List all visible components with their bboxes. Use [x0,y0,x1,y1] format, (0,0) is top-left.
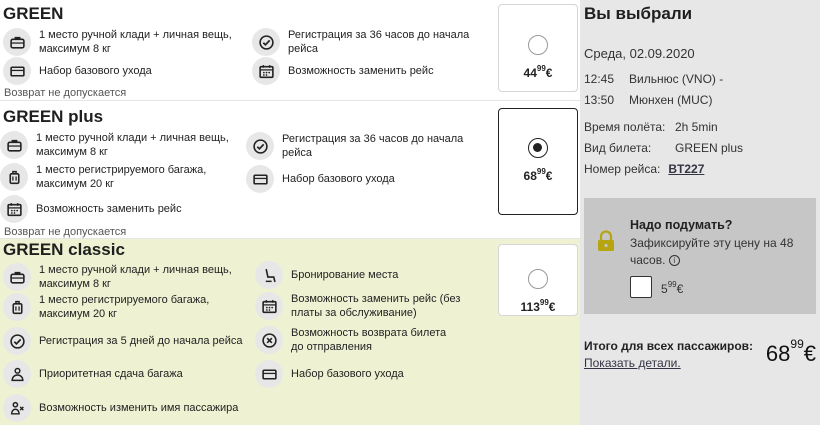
feature-item [3,293,244,321]
show-details-link[interactable]: Показать детали. [584,356,681,370]
fare-title: GREEN classic [3,240,125,259]
feature-text: 1 место регистрируемого багажа, максимум 20 кг [36,164,207,190]
booking-summary [580,0,820,425]
suitcase-icon [3,263,31,291]
feature-text: Регистрация за 5 дней до начала рейса [39,335,243,347]
info-icon[interactable]: i [669,255,680,266]
flight-time-value: 2h 5min [675,120,718,134]
feature-text: 1 место ручной клади + личная вещь, максимум 8 кг [39,264,232,290]
feature-text: 1 место ручной клади + личная вещь, максимум 8 кг [39,29,232,55]
flight-number-link[interactable]: BT227 [668,162,705,176]
feature-item [3,57,152,85]
fare-green-radio[interactable] [528,35,548,55]
fare-green-classic-price: $113^{99}€$ [520,298,556,314]
feature-item [0,195,182,223]
feature-item [246,165,395,193]
feature-text: Регистрация за 36 часов до начала рейса [282,133,464,159]
feature-text: 1 место регистрируемого багажа, максимум 20 кг [39,294,210,320]
total-price: $68^{99}€$ [765,337,816,366]
hold-description: Зафиксируйте эту цену на 48 часов. i [630,236,794,267]
feature-item [3,263,244,291]
card-icon [3,57,31,85]
luggage-icon [0,163,28,191]
feature-item [255,360,404,388]
refund-note: Возврат не допускается [4,87,127,99]
fare-green-plus-price: $68^{99}€$ [523,167,553,183]
feature-text: Набор базового ухода [39,65,152,77]
ticket-type-label: Вид билета: [584,141,652,155]
feature-item [246,132,477,160]
feature-item [0,131,241,159]
total-label: Итого для всех пассажиров: [584,339,754,353]
feature-item [255,261,398,289]
feature-text: Возможность изменить имя пассажира [39,402,239,414]
feature-text: Регистрация за 36 часов до начала рейса [288,29,470,55]
calendar-icon [252,57,280,85]
fare-green-classic-price-card[interactable] [498,244,578,316]
hold-price-checkbox[interactable] [630,276,652,298]
feature-item [3,394,238,422]
fare-green-plus-panel [0,101,580,239]
feature-item [3,327,243,355]
feature-item [3,360,183,388]
feature-text: Возможность заменить рейс [288,65,434,77]
arrival-city: Мюнхен (MUC) [629,93,713,107]
priority-bag-icon [3,360,31,388]
fare-green-classic-panel [0,239,580,425]
check-circle-icon [246,132,274,160]
hold-title: Надо подумать? [630,218,733,232]
feature-item [0,163,241,191]
departure-city: Вильнюс (VNO) - [629,72,724,86]
fare-green-plus-price-card[interactable] [498,108,578,215]
lock-icon [596,230,616,252]
seat-icon [255,261,283,289]
feature-item [255,292,461,320]
suitcase-icon [3,28,31,56]
feature-text: Набор базового ухода [282,173,395,185]
feature-text: Возможность заменить рейс [36,203,182,215]
calendar-icon [0,195,28,223]
suitcase-icon [0,131,28,159]
fare-green-classic-radio[interactable] [528,269,548,289]
feature-text: Возможность возврата билета до отправления [291,327,447,353]
feature-text: Набор базового ухода [291,368,404,380]
feature-text: Приоритетная сдача багажа [39,368,183,380]
departure-time: 12:45 [584,72,615,86]
fare-green-panel [0,0,580,101]
feature-item [3,28,244,56]
feature-item [255,326,461,354]
feature-item [252,28,483,56]
arrival-time: 13:50 [584,93,615,107]
feature-text: Возможность заменить рейс (без платы за обслуживание) [291,293,461,319]
feature-item [252,57,434,85]
flight-number-row [584,162,704,176]
fare-title: GREEN plus [3,107,104,126]
summary-title: Вы выбрали [584,4,693,23]
fare-green-plus-radio[interactable] [528,138,548,158]
check-circle-icon [252,28,280,56]
fare-title: GREEN [3,4,64,23]
flight-date: Среда, 02.09.2020 [584,46,695,61]
feature-text: 1 место ручной клади + личная вещь, максимум 8 кг [36,132,229,158]
fare-green-price: $44^{99}€$ [523,64,553,80]
calendar-icon [255,292,283,320]
hold-price: $5^{99}€$ [661,280,684,296]
card-icon [255,360,283,388]
flight-time-label: Время полёта: [584,120,666,134]
refund-note: Возврат не допускается [4,226,127,238]
refund-icon [255,326,283,354]
card-icon [246,165,274,193]
luggage-icon [3,293,31,321]
fare-green-price-card[interactable] [498,4,578,92]
check-circle-icon [3,327,31,355]
ticket-type-value: GREEN plus [675,141,744,155]
feature-text: Бронирование места [291,269,399,281]
passenger-icon [3,394,31,422]
flight-number-label: Номер рейса: [584,162,661,176]
price-hold-box [584,198,816,314]
